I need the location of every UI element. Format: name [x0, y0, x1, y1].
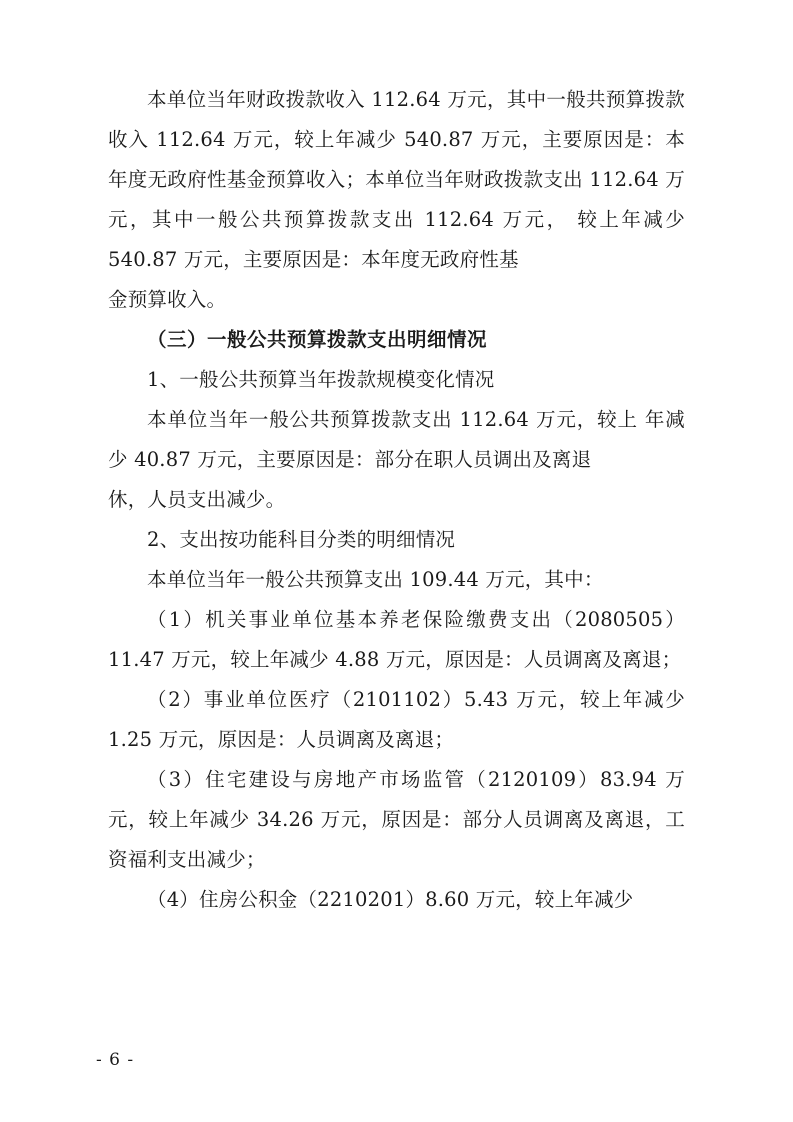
paragraph-subitem-3: （3）住宅建设与房地产市场监管（2120109）83.94 万元，较上年减少 34.26 万元，原因是：部分人员调离及离退，工资福利支出减少； — [108, 768, 685, 871]
paragraph-item-2-detail: 本单位当年一般公共预算支出 109.44 万元，其中： — [147, 568, 604, 591]
paragraph-item-1-title: 1、一般公共预算当年拨款规模变化情况 — [147, 368, 495, 391]
heading-section-three: （三）一般公共预算拨款支出明细情况 — [147, 328, 488, 351]
document-body — [108, 80, 685, 920]
paragraph-budget-income-continuation: 金预算收入。 — [108, 288, 227, 311]
paragraph-subitem-4: （4）住房公积金（2210201）8.60 万元，较上年减少 — [147, 888, 634, 911]
paragraph-financial-appropriation-income: 本单位当年财政拨款收入 112.64 万元，其中一般共预算拨款收入 112.64 万元，较上年减少 540.87 万元，主要原因是：本年度无政府性基金预算收入；本单位当年财政拨款支出 112.64 万元，其中一般公共预算拨款支出 112.64 万元， 较上年减少 540.87 万元，主要原因是：本年度无政府性基 — [108, 88, 685, 271]
paragraph-item-2-title: 2、支出按功能科目分类的明细情况 — [147, 528, 456, 551]
paragraph-subitem-1: （1）机关事业单位基本养老保险缴费支出（2080505）11.47 万元，较上年减少 4.88 万元，原因是：人员调离及离退； — [108, 608, 685, 671]
page-number: - 6 - — [96, 1050, 135, 1070]
paragraph-item-1-continuation: 休，人员支出减少。 — [108, 488, 286, 511]
paragraph-subitem-2: （2）事业单位医疗（2101102）5.43 万元，较上年减少 1.25 万元，原因是：人员调离及离退； — [108, 688, 685, 751]
paragraph-item-1-detail: 本单位当年一般公共预算拨款支出 112.64 万元，较上 年减少 40.87 万元，主要原因是：部分在职人员调出及离退 — [108, 408, 685, 471]
